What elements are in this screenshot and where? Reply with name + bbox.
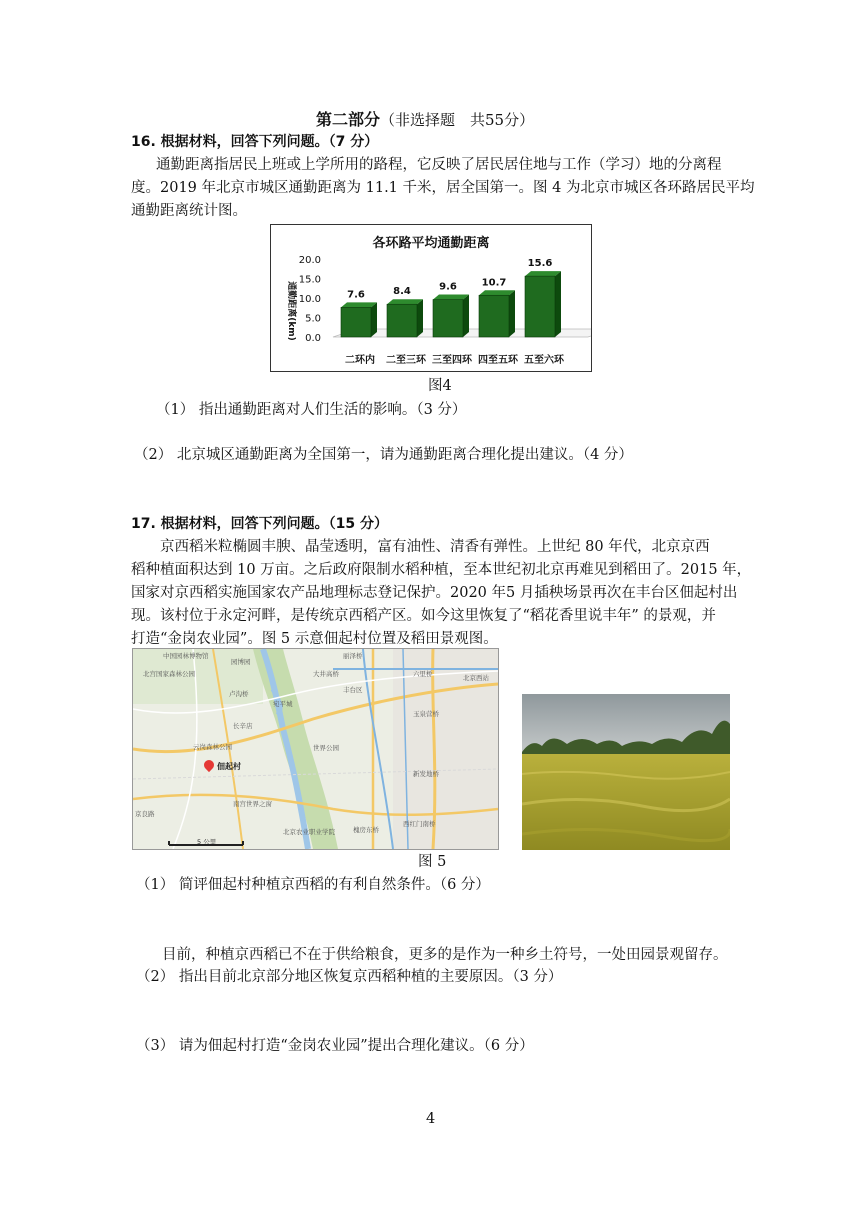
commute-distance-chart xyxy=(270,224,592,372)
map-label-place3: 宛平城 xyxy=(273,700,293,708)
chart-bar xyxy=(433,300,463,337)
chart-bar xyxy=(341,307,371,337)
map-label-place19: 槐房东桥 xyxy=(353,826,379,834)
q17-line-5: 打造“金岗农业园”。图 5 示意佃起村位置及稻田景观图。 xyxy=(131,631,498,647)
chart-y-tick: 0.0 xyxy=(305,333,321,344)
chart-ylabel: 通勤距离(km) xyxy=(286,281,296,341)
chart-x-tick: 二环内 xyxy=(345,355,375,366)
map-label-place10: 六里桥 xyxy=(413,670,433,678)
map-label-place17: 长辛店 xyxy=(233,722,253,730)
q17-sub2: （2） 指出目前北京部分地区恢复京西稻种植的主要原因。（3 分） xyxy=(136,969,563,985)
chart-bar-side xyxy=(371,302,377,337)
location-map xyxy=(132,648,499,850)
map-label-village: 佃起村 xyxy=(217,762,241,771)
chart-svg xyxy=(271,225,591,371)
q17-line-1: 京西稻米粒椭圆丰腴、晶莹透明，富有油性、清香有弹性。上世纪 80 年代，北京京西 xyxy=(160,539,710,555)
chart-data-label: 9.6 xyxy=(439,281,457,293)
chart-bar-top xyxy=(479,290,515,295)
chart-bar-side xyxy=(509,290,515,337)
q16-line-3: 通勤距离统计图。 xyxy=(131,203,247,219)
chart-y-tick: 15.0 xyxy=(298,274,321,286)
section-title xyxy=(316,107,534,130)
map-label-place9: 西红门南桥 xyxy=(403,820,436,828)
map-label-place13: 大井高桥 xyxy=(313,670,339,678)
chart-y-tick: 10.0 xyxy=(298,294,321,305)
chart-data-label: 10.7 xyxy=(481,277,507,289)
map-label-place2: 园博园 xyxy=(231,658,251,666)
map-label-place18: 玉泉营桥 xyxy=(413,710,439,718)
q16-line-1: 通勤距离指居民上班或上学所用的路程，它反映了居民居住地与工作（学习）地的分离程 xyxy=(156,157,722,173)
map-scale-label: 5 公里 xyxy=(197,838,217,846)
chart-data-label: 8.4 xyxy=(393,286,411,298)
chart-bar-top xyxy=(341,302,377,307)
chart-title: 各环路平均通勤距离 xyxy=(372,236,490,251)
chart-bar-top xyxy=(433,295,469,300)
chart-x-tick: 二至三环 xyxy=(386,355,426,366)
chart-x-tick: 三至四环 xyxy=(432,355,472,366)
chart-bar xyxy=(479,295,509,337)
chart-bar-side xyxy=(555,271,561,337)
map-label-place6: 世界公园 xyxy=(313,744,339,752)
chart-data-label: 7.6 xyxy=(347,289,365,301)
chart-bar xyxy=(387,304,417,337)
q17-note: 目前，种植京西稻已不在于供给粮食，更多的是作为一种乡土符号，一处田园景观留存。 xyxy=(162,947,728,963)
map-label-place4: 丰台区 xyxy=(343,686,363,694)
map-label-place15: 北京西站 xyxy=(463,674,489,682)
chart-bar-top xyxy=(387,299,423,304)
map-label-place7: 南宫世界之窗 xyxy=(233,800,272,808)
q17-line-3: 国家对京西稻实施国家农产品地理标志登记保护。2020 年5 月插秧场景再次在丰台区佃起村出 xyxy=(131,585,738,601)
rice-field-image xyxy=(522,694,730,850)
map-label-place16: 云岗森林公园 xyxy=(193,743,232,751)
map-label-place5: 卢沟桥 xyxy=(229,690,249,698)
map-label-place12: 新发地桥 xyxy=(413,770,439,778)
map-label-place11: 丽泽桥 xyxy=(343,652,363,660)
q16-sub1: （1） 指出通勤距离对人们生活的影响。（3 分） xyxy=(156,402,467,418)
section-title-sub: （非选择题 共55分） xyxy=(380,111,535,129)
chart-bar-side xyxy=(417,299,423,337)
q17-sub1: （1） 简评佃起村种植京西稻的有利自然条件。（6 分） xyxy=(136,877,490,893)
chart-data-label: 15.6 xyxy=(527,258,553,270)
chart-x-tick: 四至五环 xyxy=(478,355,518,366)
q17-line-2: 稻种植面积达到 10 万亩。之后政府限制水稻种植，至本世纪初北京再难见到稻田了。2015 年， xyxy=(131,562,752,578)
page-number: 4 xyxy=(426,1111,436,1127)
chart-bar-side xyxy=(463,295,469,337)
rice-field-photo xyxy=(522,694,730,850)
section-title-main: 第二部分 xyxy=(316,110,381,129)
q16-sub2: （2） 北京城区通勤距离为全国第一，请为通勤距离合理化提出建议。（4 分） xyxy=(134,447,633,463)
chart-y-tick: 20.0 xyxy=(298,255,321,266)
map-label-place14: 中国园林博物馆 xyxy=(163,652,209,660)
chart-x-tick: 五至六环 xyxy=(524,355,564,366)
figure5-caption: 图 5 xyxy=(418,854,447,870)
map-label-place20: 京良路 xyxy=(135,810,155,818)
chart-y-tick: 5.0 xyxy=(305,313,321,325)
chart-bar-top xyxy=(525,271,561,276)
q17-line-4: 现。该村位于永定河畔，是传统京西稻产区。如今这里恢复了“稻花香里说丰年” 的景观，并 xyxy=(131,608,716,624)
q17-sub3: （3） 请为佃起村打造“金岗农业园”提出合理化建议。（6 分） xyxy=(136,1038,534,1054)
map-label-place1: 北宫国家森林公园 xyxy=(143,670,195,678)
figure4-caption: 图4 xyxy=(428,378,452,394)
map-label-place8: 北京农业职业学院 xyxy=(283,828,335,836)
q17-heading: 17. 根据材料，回答下列问题。（15 分） xyxy=(131,516,389,532)
q16-line-2: 度。2019 年北京市城区通勤距离为 11.1 千米，居全国第一。图 4 为北京市城区各环路居民平均 xyxy=(131,180,755,196)
chart-bar xyxy=(525,276,555,337)
q16-heading: 16. 根据材料，回答下列问题。（7 分） xyxy=(131,134,379,150)
